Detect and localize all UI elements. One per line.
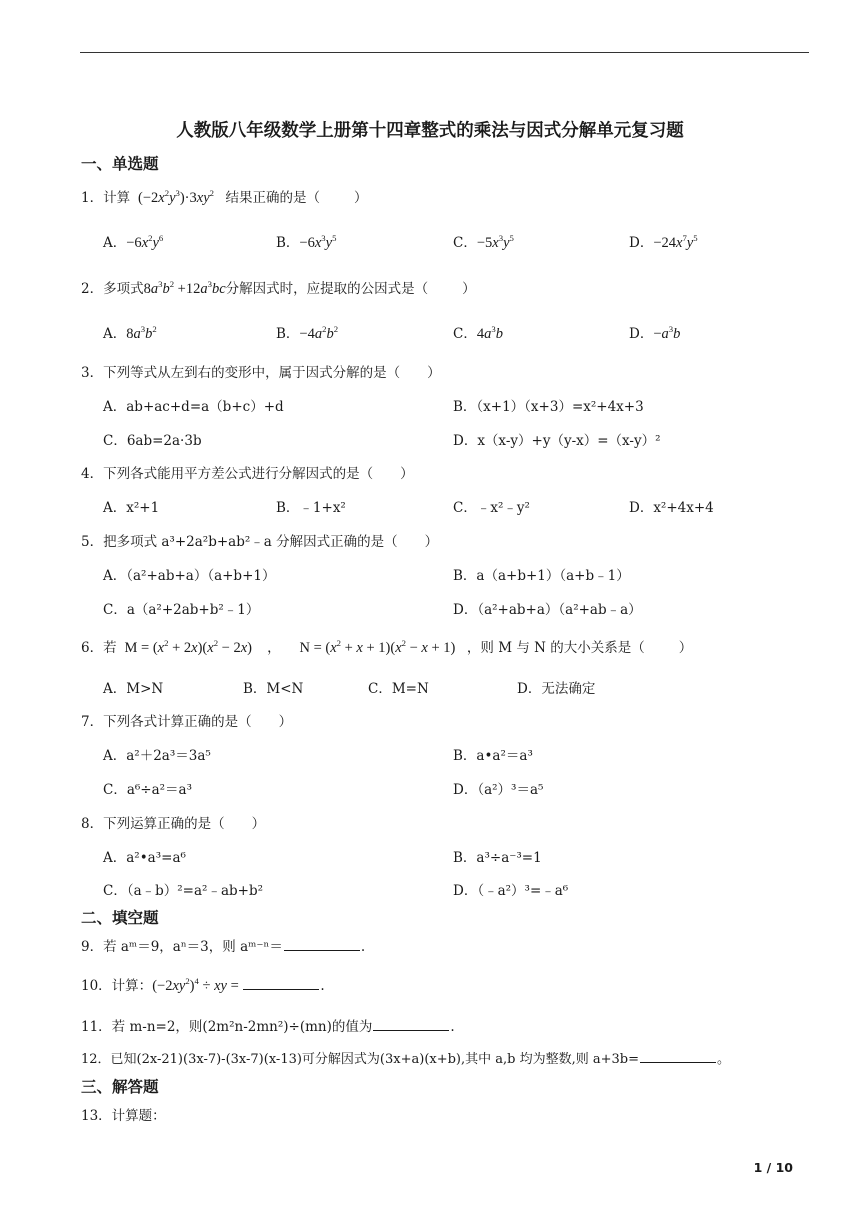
q12-answer-blank[interactable]: [640, 1050, 716, 1063]
q6-option-b[interactable]: B．M<N: [243, 681, 304, 697]
q1-stem-tail: 结果正确的是（: [225, 190, 321, 206]
q2-option-d[interactable]: D．$-a^3b$: [629, 324, 681, 342]
question-5: 5．把多项式 a³+2a²b+ab²﹣a 分解因式正确的是（ ）: [81, 534, 439, 550]
q8-option-c[interactable]: C．（a﹣b）²=a²﹣ab+b²: [103, 883, 264, 899]
q9-answer-blank[interactable]: [284, 938, 360, 951]
question-9: 9．若 aᵐ＝9，aⁿ＝3，则 aᵐ⁻ⁿ＝ .: [81, 939, 366, 955]
q5-option-d[interactable]: D．（a²+ab+a）（a²+ab﹣a）: [453, 602, 642, 618]
q1-option-a[interactable]: A．$-6x^2y^6$: [103, 233, 164, 251]
header-rule: [80, 52, 809, 53]
question-13: 13．计算题：: [81, 1108, 166, 1124]
q5-option-c[interactable]: C．a（a²+2ab+b²﹣1）: [103, 602, 260, 618]
q2-option-a[interactable]: A．$8a^3b^2$: [103, 324, 157, 342]
q7-option-b[interactable]: B．a•a²＝a³: [453, 748, 533, 764]
q10-expression: $(-2xy^2)^4$ ÷ xy =: [152, 976, 243, 994]
q7-option-d[interactable]: D．（a²）³＝a⁵: [453, 782, 544, 798]
q1-expression: $(-2x^2y^3)\cdot 3xy^2$: [134, 188, 214, 206]
q6-option-d[interactable]: D．无法确定: [517, 681, 596, 697]
q2-option-b[interactable]: B．$-4a^2b^2$: [276, 324, 339, 342]
q3-option-d[interactable]: D．x（x-y）+y（y-x）=（x-y）²: [453, 433, 661, 449]
q4-option-b[interactable]: B．﹣1+x²: [276, 500, 346, 516]
q1-option-b[interactable]: B．$-6x^3y^5$: [276, 233, 337, 251]
q4-option-d[interactable]: D．x²+4x+4: [629, 500, 714, 516]
section-heading-fill-blank: 二、填空题: [81, 909, 159, 927]
question-4: 4．下列各式能用平方差公式进行分解因式的是（ ）: [81, 466, 414, 482]
question-8: 8．下列运算正确的是（ ）: [81, 816, 266, 832]
q1-number: 1．计算: [81, 190, 131, 206]
q3-option-b[interactable]: B．（x+1）（x+3）=x²+4x+3: [453, 399, 644, 415]
q4-option-a[interactable]: A．x²+1: [103, 500, 160, 516]
q8-option-d[interactable]: D．（﹣a²）³=﹣a⁶: [453, 883, 569, 899]
question-10: 10．计算：$(-2xy^2)^4$ ÷ xy = .: [81, 976, 325, 994]
q2-expression: $8a^3b^2 +12a^3bc$: [143, 279, 226, 297]
question-11: 11．若 m-n=2，则(2m²n-2mn²)÷(mn)的值为 .: [81, 1019, 455, 1035]
question-7: 7．下列各式计算正确的是（ ）: [81, 714, 293, 730]
q11-answer-blank[interactable]: [373, 1018, 449, 1031]
q4-option-c[interactable]: C．﹣x²﹣y²: [453, 500, 530, 516]
q10-answer-blank[interactable]: [243, 977, 319, 990]
q7-option-c[interactable]: C．a⁶÷a²＝a³: [103, 782, 193, 798]
q8-option-b[interactable]: B．a³÷a⁻³=1: [453, 850, 542, 866]
page-title: 人教版八年级数学上册第十四章整式的乘法与因式分解单元复习题: [176, 121, 684, 141]
question-2: 2．多项式$8a^3b^2 +12a^3bc$分解因式时，应提取的公因式是（ ）: [81, 279, 476, 297]
q6-expression-n: $N = (x^2 + x + 1)(x^2 - x + 1)$: [284, 638, 463, 656]
page-number: 1 / 10: [753, 1160, 793, 1175]
question-6: 6．若 $M = (x^2 + 2x)(x^2 - 2x)$ ， $N = (x^2 + x + 1)(x^2 - x + 1)$ ，则 M 与 N 的大小关系是（ ）: [81, 638, 693, 656]
q7-option-a[interactable]: A．a²＋2a³＝3a⁵: [103, 748, 211, 764]
section-heading-single-choice: 一、单选题: [81, 155, 159, 173]
question-1: 1．计算 $(-2x^2y^3)\cdot 3xy^2$ 结果正确的是（ ）: [81, 188, 368, 206]
q6-option-a[interactable]: A．M>N: [103, 681, 164, 697]
q6-option-c[interactable]: C．M=N: [368, 681, 429, 697]
question-3: 3．下列等式从左到右的变形中，属于因式分解的是（ ）: [81, 365, 441, 381]
q3-option-c[interactable]: C．6ab=2a·3b: [103, 433, 202, 449]
q1-option-c[interactable]: C．$-5x^3y^5$: [453, 233, 514, 251]
section-heading-solve: 三、解答题: [81, 1078, 159, 1096]
q1-option-d[interactable]: D．$-24x^7y^5$: [629, 233, 698, 251]
q5-option-b[interactable]: B．a（a+b+1）（a+b﹣1）: [453, 568, 630, 584]
q5-option-a[interactable]: A．（a²+ab+a）（a+b+1）: [103, 568, 276, 584]
q3-option-a[interactable]: A．ab+ac+d=a（b+c）+d: [103, 399, 284, 415]
q6-expression-m: $M = (x^2 + 2x)(x^2 - 2x)$: [120, 638, 263, 656]
q8-option-a[interactable]: A．a²•a³=a⁶: [103, 850, 186, 866]
q2-option-c[interactable]: C．$4a^3b$: [453, 324, 503, 342]
question-12: 12．已知(2x-21)(3x-7)-(3x-7)(x-13)可分解因式为(3x+a)(x+b),其中 a,b 均为整数,则 a+3b= 。: [81, 1052, 731, 1067]
